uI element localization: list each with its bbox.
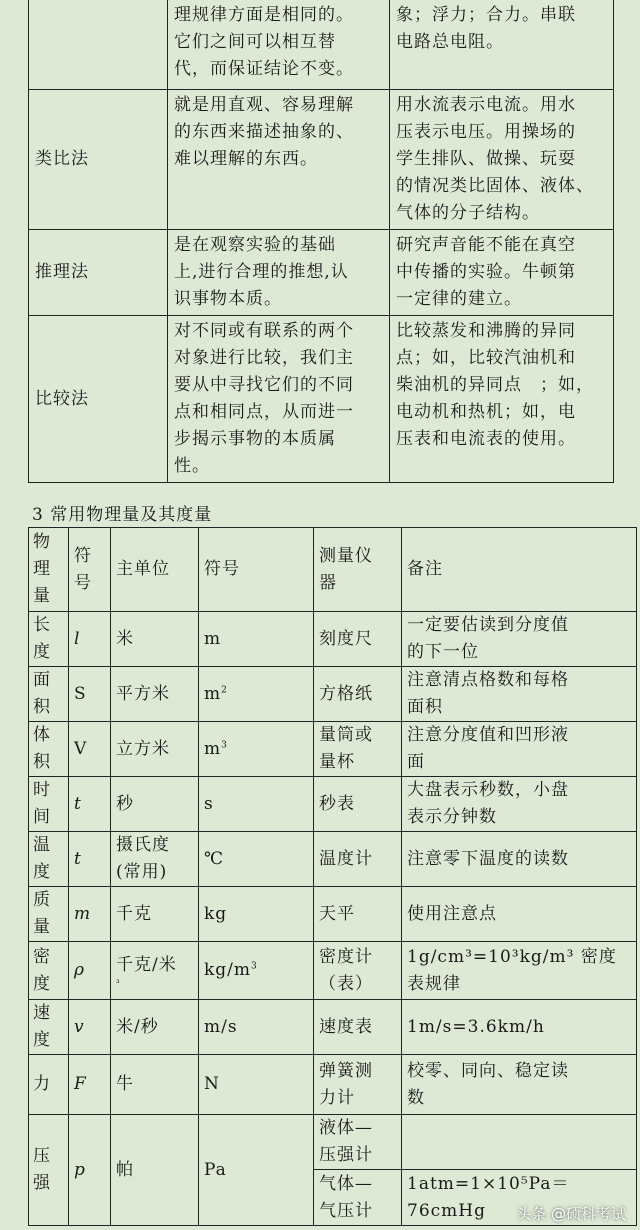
methods-table [28,0,614,483]
header-symbol: 符 号 [69,528,111,612]
unit-name: 秒 [111,777,199,832]
unit-name: 帕 [111,1115,199,1226]
table-row [29,667,637,722]
table-row [29,1115,637,1170]
table-row [29,722,637,777]
notes: 注意清点格数和每格 面积 [402,667,637,722]
quantity-symbol: F [69,1055,111,1115]
quantity-name: 压 强 [29,1115,69,1226]
header-unit-symbol: 符号 [199,528,314,612]
unit-symbol: N [199,1055,314,1115]
header-notes: 备注 [402,528,637,612]
instrument: 速度表 [314,1000,402,1055]
quantity-symbol: l [69,612,111,667]
table-row [29,230,614,316]
quantity-symbol: t [69,777,111,832]
quantity-symbol: v [69,1000,111,1055]
quantity-symbol: S [69,667,111,722]
table-row [29,942,637,1000]
quantity-name: 质 量 [29,887,69,942]
unit-name: 千克 [111,887,199,942]
section-title: 3 常用物理量及其度量 [32,505,213,525]
unit-name: 牛 [111,1055,199,1115]
unit-name: 米/秒 [111,1000,199,1055]
notes: 注意零下温度的读数 [402,832,637,887]
instrument: 液体— 压强计 [314,1115,402,1170]
unit-symbol: $m^2$ [199,667,314,722]
unit-name: 米 [111,612,199,667]
quantity-name: 速 度 [29,1000,69,1055]
table-row [29,0,614,90]
instrument: 气体— 气压计 [314,1170,402,1226]
unit-symbol: kg [199,887,314,942]
instrument: 刻度尺 [314,612,402,667]
method-description: 就是用直观、容易理解 的东西来描述抽象的、 难以理解的东西。 [168,90,390,230]
quantity-name: 时 间 [29,777,69,832]
instrument: 弹簧测 力计 [314,1055,402,1115]
method-name: 类比法 [29,90,168,230]
table-row [29,1000,637,1055]
header-quantity: 物 理 量 [29,528,69,612]
unit-symbol: m/s [199,1000,314,1055]
instrument: 密度计 （表） [314,942,402,1000]
instrument: 天平 [314,887,402,942]
watermark: 头条 @硕科考试 [516,1205,626,1223]
quantity-name: 力 [29,1055,69,1115]
table-row [29,832,637,887]
quantity-symbol: t [69,832,111,887]
method-description: 对不同或有联系的两个 对象进行比较，我们主 要从中寻找它们的不同 点和相同点，从而进一 步揭示事物的本质属 性。 [168,316,390,483]
table-row [29,316,614,483]
table-row [29,777,637,832]
table-row [29,612,637,667]
quantity-name: 温 度 [29,832,69,887]
quantity-name: 密 度 [29,942,69,1000]
method-description: 理规律方面是相同的。 它们之间可以相互替 代，而保证结论不变。 [168,0,390,90]
method-name [29,0,168,90]
notes: 校零、同向、稳定读 数 [402,1055,637,1115]
quantity-name: 长 度 [29,612,69,667]
notes: 使用注意点 [402,887,637,942]
method-example: 用水流表示电流。用水 压表示电压。用操场的 学生排队、做操、玩耍 的情况类比固体、液体、 气体的分子结构。 [390,90,614,230]
notes: 1g/cm³=10³kg/m³ 密度 表规律 [402,942,637,1000]
instrument: 方格纸 [314,667,402,722]
unit-name: 摄氏度 (常用) [111,832,199,887]
notes: 注意分度值和凹形液 面 [402,722,637,777]
header-instrument: 测量仪 器 [314,528,402,612]
unit-name: 立方米 [111,722,199,777]
header-unit: 主单位 [111,528,199,612]
notes: 1m/s=3.6km/h [402,1000,637,1055]
method-description: 是在观察实验的基础 上,进行合理的推想,认 识事物本质。 [168,230,390,316]
quantity-name: 面 积 [29,667,69,722]
method-name: 比较法 [29,316,168,483]
instrument: 量筒或 量杯 [314,722,402,777]
unit-name: 千克/米 ³ [111,942,199,1000]
method-example: 研究声音能不能在真空 中传播的实验。牛顿第 一定律的建立。 [390,230,614,316]
unit-symbol: $m^3$ [199,722,314,777]
notes [402,1115,637,1170]
quantity-name: 体 积 [29,722,69,777]
unit-symbol: m [199,612,314,667]
table-row [29,1055,637,1115]
unit-name: 平方米 [111,667,199,722]
method-name: 推理法 [29,230,168,316]
unit-symbol: s [199,777,314,832]
quantity-symbol: p [69,1115,111,1226]
instrument: 秒表 [314,777,402,832]
quantity-symbol: ρ [69,942,111,1000]
quantities-table [28,527,637,1226]
unit-symbol: Pa [199,1115,314,1226]
instrument: 温度计 [314,832,402,887]
notes: 一定要估读到分度值 的下一位 [402,612,637,667]
table-header-row [29,528,637,612]
notes: 大盘表示秒数，小盘 表示分钟数 [402,777,637,832]
unit-symbol: ℃ [199,832,314,887]
method-example: 比较蒸发和沸腾的异同 点；如，比较汽油机和 柴油机的异同点 ；如， 电动机和热机；如，电 压表和电流表的使用。 [390,316,614,483]
method-example: 象；浮力；合力。串联 电路总电阻。 [390,0,614,90]
notes: 1atm=1×10⁵Pa＝ 76cmHg [402,1170,637,1226]
quantity-symbol: m [69,887,111,942]
quantity-symbol: V [69,722,111,777]
unit-symbol: $kg/m^3$ [199,942,314,1000]
table-row [29,90,614,230]
table-row [29,887,637,942]
